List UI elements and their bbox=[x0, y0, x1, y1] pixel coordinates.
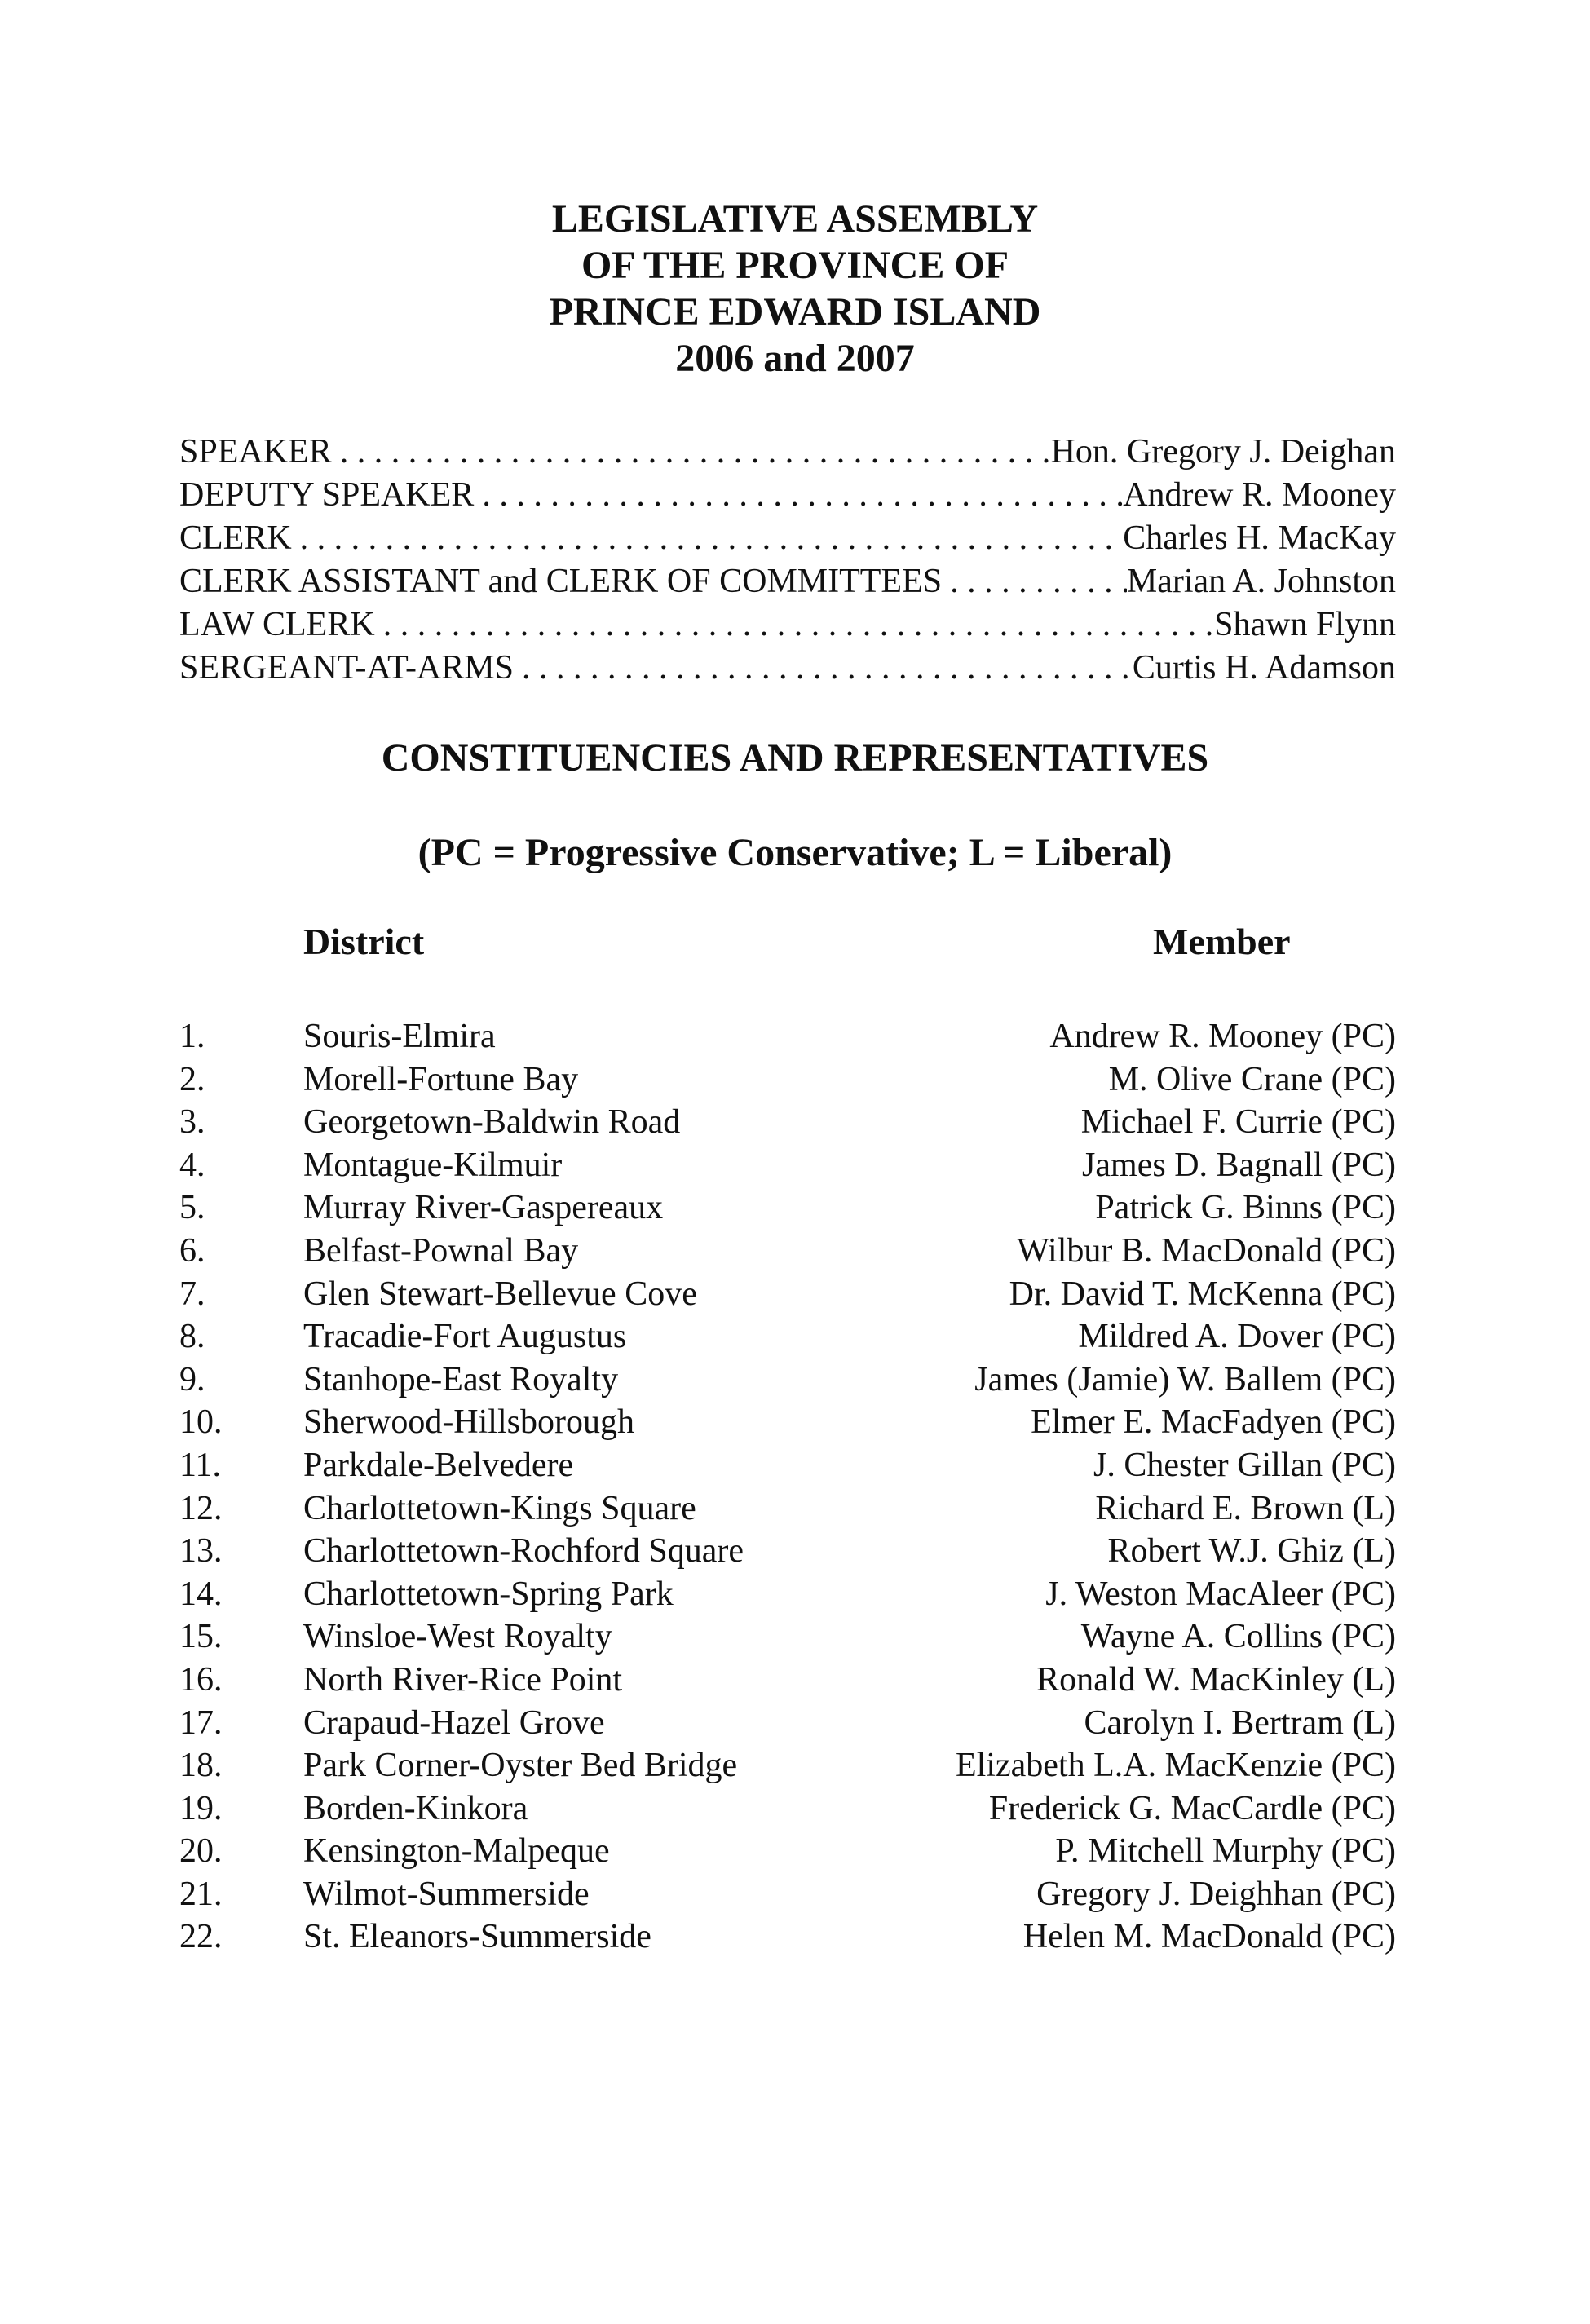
district-row bbox=[179, 1230, 1396, 1273]
district-name: Stanhope-East Royalty bbox=[303, 1360, 619, 1398]
district-name: Crapaud-Hazel Grove bbox=[303, 1703, 605, 1742]
district-name: Kensington-Malpeque bbox=[303, 1832, 610, 1871]
district-number: 3. bbox=[179, 1103, 205, 1142]
district-member: James D. Bagnall (PC) bbox=[1082, 1146, 1396, 1184]
district-number: 2. bbox=[179, 1060, 205, 1098]
district-member: Gregory J. Deighhan (PC) bbox=[1036, 1875, 1396, 1913]
officer-role: DEPUTY SPEAKER bbox=[179, 476, 475, 514]
district-member: James (Jamie) W. Ballem (PC) bbox=[974, 1360, 1396, 1398]
district-name: Georgetown-Baldwin Road bbox=[303, 1103, 681, 1142]
district-row bbox=[179, 1315, 1396, 1359]
district-member: Wilbur B. MacDonald (PC) bbox=[1017, 1231, 1396, 1270]
district-member: Patrick G. Binns (PC) bbox=[1095, 1189, 1396, 1227]
district-number: 7. bbox=[179, 1275, 205, 1313]
district-name: Tracadie-Fort Augustus bbox=[303, 1318, 627, 1356]
district-row bbox=[179, 1915, 1396, 1959]
district-number: 11. bbox=[179, 1446, 221, 1484]
district-member: Michael F. Currie (PC) bbox=[1080, 1103, 1396, 1142]
district-number: 1. bbox=[179, 1018, 205, 1055]
district-member: Elmer E. MacFadyen (PC) bbox=[1031, 1403, 1396, 1442]
district-name: Winsloe-West Royalty bbox=[303, 1618, 612, 1656]
district-row bbox=[179, 1615, 1396, 1659]
district-member: Richard E. Brown (L) bbox=[1095, 1489, 1396, 1527]
title-line-2: OF THE PROVINCE OF bbox=[581, 244, 1009, 287]
district-number: 22. bbox=[179, 1918, 223, 1956]
district-row bbox=[179, 1444, 1396, 1487]
officer-role: SPEAKER bbox=[179, 433, 332, 471]
officer-role: LAW CLERK bbox=[179, 606, 375, 643]
officer-row bbox=[179, 603, 1396, 647]
district-number: 6. bbox=[179, 1231, 205, 1270]
officers-list bbox=[179, 431, 1396, 690]
dot-leader bbox=[292, 517, 1124, 560]
district-name: Charlottetown-Kings Square bbox=[303, 1489, 696, 1527]
district-member: Frederick G. MacCardle (PC) bbox=[988, 1789, 1396, 1827]
document-title bbox=[0, 196, 1590, 382]
district-row bbox=[179, 1359, 1396, 1402]
district-number: 20. bbox=[179, 1832, 223, 1871]
title-line-1: LEGISLATIVE ASSEMBLY bbox=[551, 197, 1039, 241]
officer-row bbox=[179, 647, 1396, 690]
district-number: 8. bbox=[179, 1318, 205, 1356]
district-member: Carolyn I. Bertram (L) bbox=[1084, 1703, 1396, 1742]
district-name: Borden-Kinkora bbox=[303, 1789, 528, 1827]
dot-leader bbox=[942, 560, 1127, 603]
party-legend: (PC = Progressive Conservative; L = Liberal) bbox=[417, 831, 1173, 874]
district-name: Charlottetown-Spring Park bbox=[303, 1575, 674, 1613]
dot-leader bbox=[332, 431, 1051, 474]
district-row bbox=[179, 1487, 1396, 1531]
district-name: Murray River-Gaspereaux bbox=[303, 1189, 664, 1227]
district-number: 13. bbox=[179, 1532, 223, 1571]
district-member: Dr. David T. McKenna (PC) bbox=[1009, 1275, 1396, 1313]
district-number: 12. bbox=[179, 1489, 223, 1527]
officer-name: Curtis H. Adamson bbox=[1132, 649, 1396, 687]
district-member: Wayne A. Collins (PC) bbox=[1080, 1618, 1396, 1656]
district-row bbox=[179, 1744, 1396, 1787]
district-member: J. Weston MacAleer (PC) bbox=[1045, 1575, 1396, 1613]
district-number: 18. bbox=[179, 1747, 223, 1785]
officer-name: Marian A. Johnston bbox=[1126, 563, 1396, 600]
district-row bbox=[179, 1530, 1396, 1573]
district-row bbox=[179, 1873, 1396, 1916]
district-member: Andrew R. Mooney (PC) bbox=[1049, 1018, 1396, 1055]
officer-row bbox=[179, 431, 1396, 474]
officer-row bbox=[179, 517, 1396, 560]
officer-role: CLERK bbox=[179, 519, 292, 557]
dot-leader bbox=[514, 647, 1133, 690]
district-number: 17. bbox=[179, 1703, 223, 1742]
district-number: 15. bbox=[179, 1618, 223, 1656]
district-member: Ronald W. MacKinley (L) bbox=[1036, 1660, 1396, 1699]
district-member: J. Chester Gillan (PC) bbox=[1093, 1446, 1396, 1484]
officer-row bbox=[179, 474, 1396, 517]
district-row bbox=[179, 1058, 1396, 1102]
district-number: 9. bbox=[179, 1360, 205, 1398]
district-number: 14. bbox=[179, 1575, 223, 1613]
district-name: Montague-Kilmuir bbox=[303, 1146, 563, 1184]
district-member: P. Mitchell Murphy (PC) bbox=[1055, 1832, 1396, 1871]
district-number: 10. bbox=[179, 1403, 223, 1442]
district-name: Charlottetown-Rochford Square bbox=[303, 1532, 744, 1571]
district-row bbox=[179, 1573, 1396, 1616]
dot-leader bbox=[474, 474, 1123, 517]
district-number: 5. bbox=[179, 1189, 205, 1227]
district-name: Souris-Elmira bbox=[303, 1018, 496, 1055]
district-row bbox=[179, 1144, 1396, 1187]
district-list bbox=[179, 1015, 1396, 1959]
district-name: Belfast-Pownal Bay bbox=[303, 1231, 579, 1270]
district-row bbox=[179, 1787, 1396, 1831]
district-member: Mildred A. Dover (PC) bbox=[1078, 1318, 1396, 1356]
district-number: 21. bbox=[179, 1875, 223, 1913]
district-row bbox=[179, 1186, 1396, 1230]
title-line-3: PRINCE EDWARD ISLAND bbox=[549, 290, 1041, 334]
district-row bbox=[179, 1401, 1396, 1444]
district-name: Wilmot-Summerside bbox=[303, 1875, 590, 1913]
district-column-header: District bbox=[303, 921, 425, 962]
district-member: M. Olive Crane (PC) bbox=[1108, 1060, 1396, 1098]
district-member: Robert W.J. Ghiz (L) bbox=[1107, 1532, 1396, 1571]
district-row bbox=[179, 1659, 1396, 1702]
district-row bbox=[179, 1015, 1396, 1058]
district-number: 4. bbox=[179, 1146, 205, 1184]
officer-name: Charles H. MacKay bbox=[1123, 519, 1396, 557]
district-row bbox=[179, 1830, 1396, 1873]
district-name: Park Corner-Oyster Bed Bridge bbox=[303, 1747, 738, 1785]
officer-name: Shawn Flynn bbox=[1214, 606, 1396, 643]
section-heading: CONSTITUENCIES AND REPRESENTATIVES bbox=[381, 736, 1209, 780]
district-number: 19. bbox=[179, 1789, 223, 1827]
district-row bbox=[179, 1702, 1396, 1745]
district-name: North River-Rice Point bbox=[303, 1660, 623, 1699]
district-member: Helen M. MacDonald (PC) bbox=[1022, 1918, 1396, 1956]
district-name: Glen Stewart-Bellevue Cove bbox=[303, 1275, 697, 1313]
dot-leader bbox=[375, 603, 1214, 647]
officer-name: Hon. Gregory J. Deighan bbox=[1050, 433, 1396, 471]
district-name: St. Eleanors-Summerside bbox=[303, 1918, 651, 1956]
district-row bbox=[179, 1101, 1396, 1144]
officer-name: Andrew R. Mooney bbox=[1123, 476, 1396, 514]
officer-row bbox=[179, 560, 1396, 603]
district-number: 16. bbox=[179, 1660, 223, 1699]
district-name: Parkdale-Belvedere bbox=[303, 1446, 574, 1484]
member-column-header: Member bbox=[1153, 921, 1291, 962]
district-row bbox=[179, 1273, 1396, 1316]
district-member: Elizabeth L.A. MacKenzie (PC) bbox=[956, 1747, 1396, 1785]
officer-role: CLERK ASSISTANT and CLERK OF COMMITTEES bbox=[179, 563, 943, 600]
district-name: Sherwood-Hillsborough bbox=[303, 1403, 634, 1442]
officer-role: SERGEANT-AT-ARMS bbox=[179, 649, 514, 687]
title-line-4: 2006 and 2007 bbox=[675, 337, 915, 380]
district-name: Morell-Fortune Bay bbox=[303, 1060, 579, 1098]
